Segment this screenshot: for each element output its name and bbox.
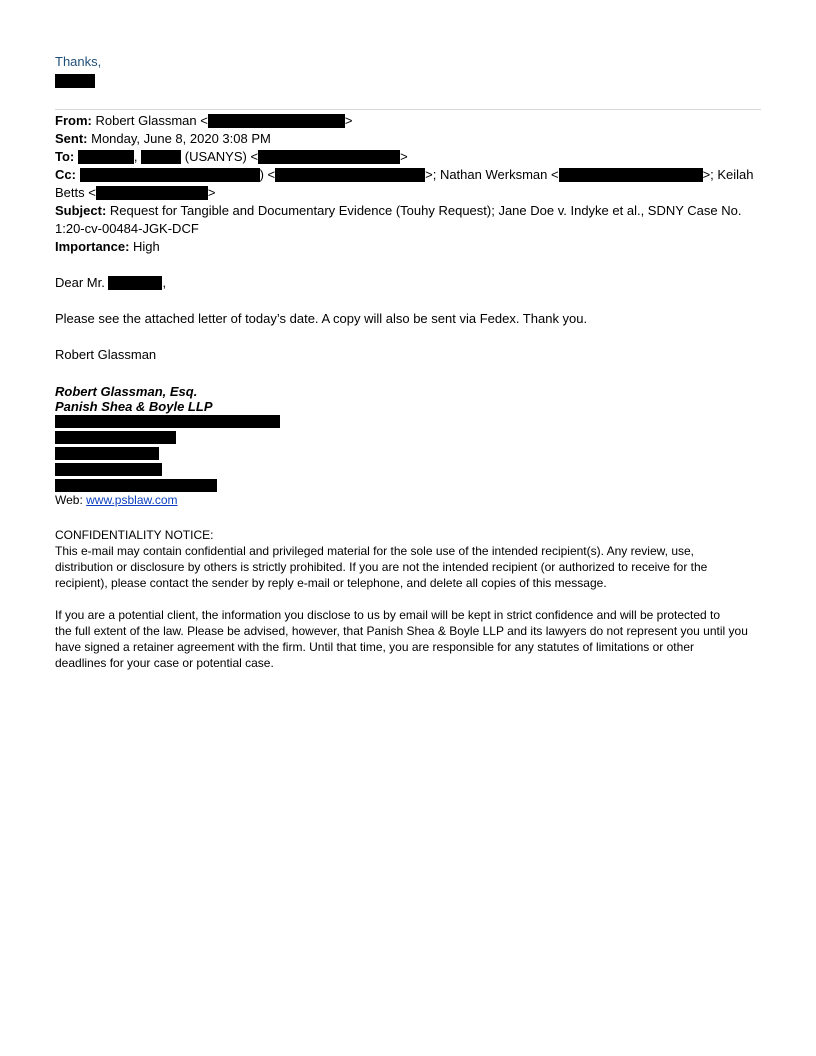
to-line	[55, 148, 408, 166]
to-org: (USANYS) <	[181, 149, 259, 164]
redaction-bar	[55, 447, 159, 460]
subject-label: Subject:	[55, 203, 107, 218]
sent-label: Sent:	[55, 131, 88, 146]
redaction-bar	[80, 168, 260, 182]
signature-name: Robert Glassman, Esq.	[55, 384, 198, 399]
importance-label: Importance:	[55, 239, 130, 254]
message-text: Please see the attached letter of today’s date. A copy will also be sent via Fedex. Thank you.	[55, 311, 588, 326]
notice-p1-line2: distribution or disclosure by others is strictly prohibited. If you are not the intended recipient (or authorized to receive for the	[55, 560, 708, 574]
cc-part-1: ) <	[259, 167, 276, 182]
subject-line-2: 1:20-cv-00484-JGK-DCF	[55, 221, 199, 236]
salutation-text: Dear Mr.	[55, 275, 105, 290]
signature-firm: Panish Shea & Boyle LLP	[55, 399, 213, 414]
redaction-bar	[559, 168, 703, 182]
subject-text-1: Request for Tangible and Documentary Evidence (Touhy Request); Jane Doe v. Indyke et al., SDNY Case No.	[109, 203, 742, 218]
cc-line-2	[55, 184, 215, 202]
notice-p1-line1: This e-mail may contain confidential and privileged material for the sole use of the intended recipient(s). Any review, use,	[55, 544, 694, 558]
salutation-end: ,	[162, 275, 167, 290]
importance-value: High	[133, 239, 160, 254]
to-label: To:	[55, 149, 75, 164]
sent-line	[55, 130, 271, 148]
cc-label: Cc:	[55, 167, 76, 182]
redaction-bar	[78, 150, 134, 164]
web-line	[55, 492, 178, 508]
redaction-bar	[96, 186, 208, 200]
notice-p2-line4: deadlines for your case or potential case.	[55, 656, 274, 670]
redaction-bar	[55, 415, 280, 428]
cc-part-3: >; Keilah	[702, 167, 754, 182]
signoff-name: Robert Glassman	[55, 347, 157, 362]
notice-p2-line1: If you are a potential client, the information you disclose to us by email will be kept in strict confidence and will be protected to	[55, 608, 721, 622]
salutation	[55, 274, 166, 292]
to-end: >	[400, 149, 408, 164]
thanks-text: Thanks,	[55, 54, 102, 69]
redaction-bar	[141, 150, 181, 164]
redaction-bar	[108, 276, 162, 290]
importance-line	[55, 238, 160, 256]
redaction-bar	[55, 479, 217, 492]
from-label: From:	[55, 113, 92, 128]
cc-line	[55, 166, 754, 184]
cc-line2-start: Betts <	[55, 185, 96, 200]
redaction-bar	[258, 150, 400, 164]
redaction-bar	[208, 114, 345, 128]
cc-part-2: >; Nathan Werksman <	[425, 167, 559, 182]
redaction-bar	[55, 74, 95, 88]
website-link[interactable]: www.psblaw.com	[86, 493, 178, 507]
notice-p2-line2: the full extent of the law. Please be advised, however, that Panish Shea & Boyle LLP and its lawyers do not represent you until you	[55, 624, 748, 638]
redaction-bar	[55, 431, 176, 444]
sent-value: Monday, June 8, 2020 3:08 PM	[91, 131, 271, 146]
cc-line2-end: >	[207, 185, 216, 200]
notice-p1-line3: recipient), please contact the sender by reply e-mail or telephone, and delete all copies of this message.	[55, 576, 607, 590]
to-separator: ,	[133, 149, 138, 164]
subject-line	[55, 202, 741, 220]
from-line	[55, 112, 352, 130]
web-label: Web:	[55, 493, 83, 507]
notice-title: CONFIDENTIALITY NOTICE:	[55, 528, 214, 542]
from-end: >	[344, 113, 353, 128]
notice-p2-line3: have signed a retainer agreement with the firm. Until that time, you are responsible for any statutes of limitations or other	[55, 640, 694, 654]
redaction-bar	[55, 463, 162, 476]
divider	[55, 109, 761, 110]
from-name: Robert Glassman <	[95, 113, 208, 128]
redaction-bar	[275, 168, 425, 182]
